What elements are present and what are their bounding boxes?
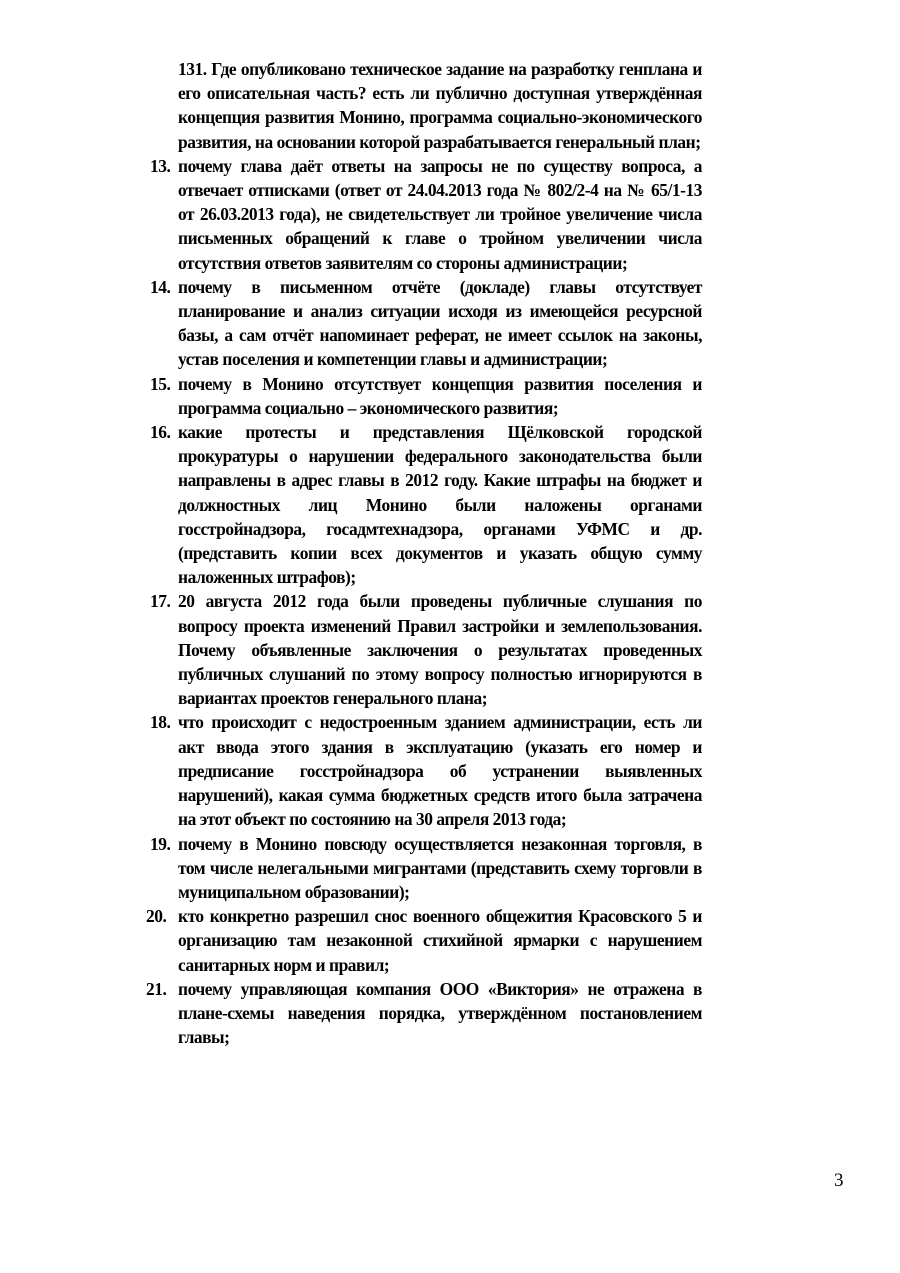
- list-item-text: почему в письменном отчёте (докладе) главы отсутствует планирование и анализ ситуации исходя из имеющейся ресурсной базы, а сам отчёт напоминает реферат, не имеет ссылок на законы, устав поселения и компетенции главы и администрации;: [178, 276, 702, 370]
- list-item-number: 15.: [150, 373, 171, 394]
- list-item: [138, 710, 702, 831]
- list-item: [138, 420, 702, 589]
- list-item-number: 19.: [150, 833, 171, 854]
- list-item-text: что происходит с недостроенным зданием администрации, есть ли акт ввода этого здания в эксплуатацию (указать его номер и предписание госстройнадзора об устранении выявленных нарушений), какая сумма бюджетных средств итого была затрачена на этот объект по состоянию на 30 апреля 2013 года;: [178, 712, 702, 830]
- list-item-number: 21.: [146, 978, 167, 999]
- continued-paragraph: 131. Где опубликовано техническое задание на разработку генплана и его описательная часть? есть ли публично доступная утверждённая концепция развития Монино, программа социально-экономического развития, на основании которой разрабатывается генеральный план;: [178, 59, 702, 152]
- list-item: [138, 832, 702, 905]
- list-item-number: 17.: [150, 591, 171, 612]
- list-item-text: 20 августа 2012 года были проведены публичные слушания по вопросу проекта изменений Правил застройки и землепользования. Почему объявленные заключения о результатах проведенных публичных слушаний по этому вопросу полностью игнорируются в вариантах проектов генерального плана;: [178, 591, 702, 709]
- list-item: [138, 275, 702, 372]
- list-item-text: какие протесты и представления Щёлковской городской прокуратуры о нарушении федерального законодательства были направлены в адрес главы в 2012 году. Какие штрафы на бюджет и должностных лиц Монино были наложены органами госстройнадзора, госадмтехнадзора, органами УФМС и др. (представить копии всех документов и указать общую сумму наложенных штрафов);: [178, 422, 702, 588]
- list-item-text: почему в Монино повсюду осуществляется незаконная торговля, в том числе нелегальными мигрантами (представить схему торговли в муниципальном образовании);: [178, 833, 702, 902]
- page-number: 3: [834, 1170, 844, 1191]
- list-item: [138, 154, 702, 275]
- document-body: [138, 57, 702, 1049]
- list-item-number: 20.: [146, 906, 167, 927]
- list-item-text: почему управляющая компания ООО «Виктория» не отражена в плане-схемы наведения порядка, утверждённом постановлением главы;: [178, 978, 702, 1048]
- list-item-number: 18.: [150, 712, 171, 733]
- list-item: [138, 977, 702, 1050]
- list-item-number: 13.: [150, 155, 171, 176]
- list-item: [138, 904, 702, 977]
- list-item: [138, 589, 702, 710]
- list-item-text: кто конкретно разрешил снос военного общежития Красовского 5 и организацию там незаконной стихийной ярмарки с нарушением санитарных норм и правил;: [178, 906, 702, 975]
- list-item-text: почему в Монино отсутствует концепция развития поселения и программа социально – экономического развития;: [178, 373, 702, 418]
- list-item: [138, 372, 702, 420]
- list-item-number: 16.: [150, 422, 171, 443]
- list-item-number: 14.: [150, 276, 171, 297]
- list-item-text: почему глава даёт ответы на запросы не по существу вопроса, а отвечает отписками (ответ от 24.04.2013 года № 802/2-4 на № 65/1-13 от 26.03.2013 года), не свидетельствует ли тройное увеличение числа письменных обращений к главе о тройном увеличении числа отсутствия ответов заявителям со стороны администрации;: [178, 155, 702, 273]
